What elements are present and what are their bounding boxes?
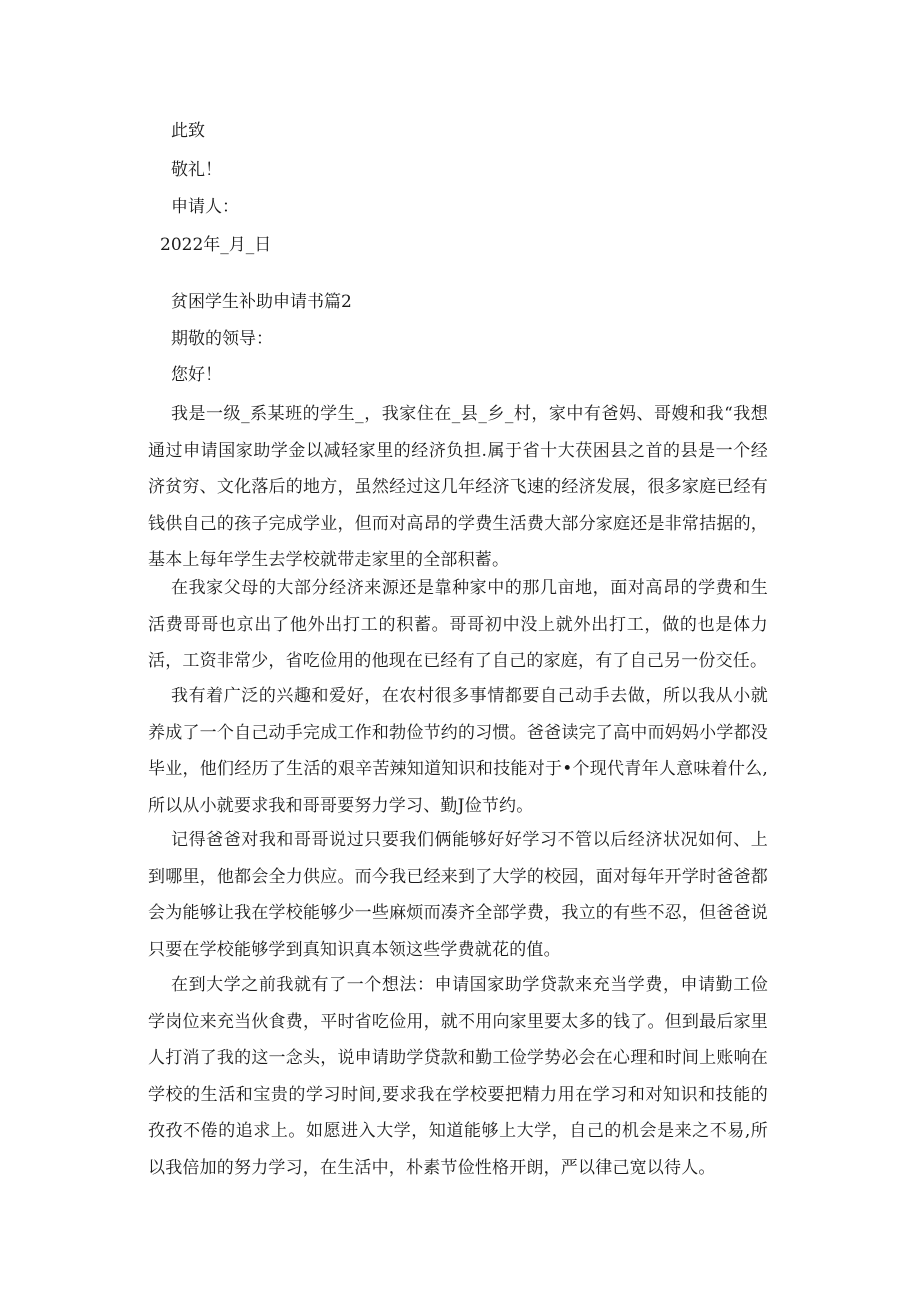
body-paragraph: 记得爸爸对我和哥哥说过只要我们俩能够好好学习不管以后经济状况如何、上到哪里，他都会全力供应。而今我已经来到了大学的校园，面对每年开学时爸爸都会为能够让我在学校能够少一些麻烦而凑齐全部学费，我立的有些不忍，但爸爸说只要在学校能够学到真知识真本领这些学费就花的值。 — [148, 830, 768, 960]
body-paragraph: 在我家父母的大部分经济来源还是靠种家中的那几亩地，面对高昂的学费和生活费哥哥也京出了他外出打工的积蓄。哥哥初中没上就外出打工，做的也是体力活，工资非常少，省吃俭用的他现在已经有了自己的家庭，有了自己另一份交任。 — [148, 578, 768, 672]
section-title: 贫困学生补助申请书篇2 — [171, 292, 352, 312]
closing-line-2: 敬礼！ — [171, 160, 222, 180]
date-line: 2022年_月_日 — [160, 235, 272, 255]
body-paragraph: 在到大学之前我就有了一个想法：申请国家助学贷款来充当学费，申请勤工俭学岗位来充当伙食费，平时省吃俭用，就不用向家里要太多的钱了。但到最后家里人打消了我的这一念头，说申请助学贷款和勤工俭学势必会在心理和时间上账响在学校的生活和宝贵的学习时间,要求我在学校要把精力用在学习和对知识和技能的孜孜不倦的追求上。如愿进入大学，知道能够上大学，自己的机会是来之不易,所以我倍加的努力学习，在生活中，朴素节俭性格开朗，严以律己宽以待人。 — [148, 975, 768, 1178]
salutation: 期敬的领导： — [171, 329, 273, 349]
greeting: 您好！ — [171, 365, 222, 385]
body-paragraph: 我是一级_系某班的学生_，我家住在_县_乡_村，家中有爸妈、哥嫂和我“我想通过申请国家助学金以减轻家里的经济负担.属于省十大茯困县之首的县是一个经济贫穷、文化落后的地方，虽然经过这几年经济飞速的经济发展，很多家庭已经有钱供自己的孩子完成学业，但而对高昂的学费生活费大部分家庭还是非常拮据的，基本上每年学生去学校就带走家里的全部积蓄。 — [148, 404, 768, 571]
closing-line-1: 此致 — [171, 121, 205, 141]
applicant-label: 申请人： — [171, 197, 239, 217]
body-paragraph: 我有着广泛的兴趣和爱好，在农村很多事情都要自己动手去做，所以我从小就养成了一个自己动手完成工作和勃俭节约的习惯。爸爸读完了高中而妈妈小学都没毕业，他们经历了生活的艰辛苦辣知道知识和技能对于•个现代青年人意味着什么,所以从小就要求我和哥哥要努力学习、勤J俭节约。 — [148, 686, 768, 816]
